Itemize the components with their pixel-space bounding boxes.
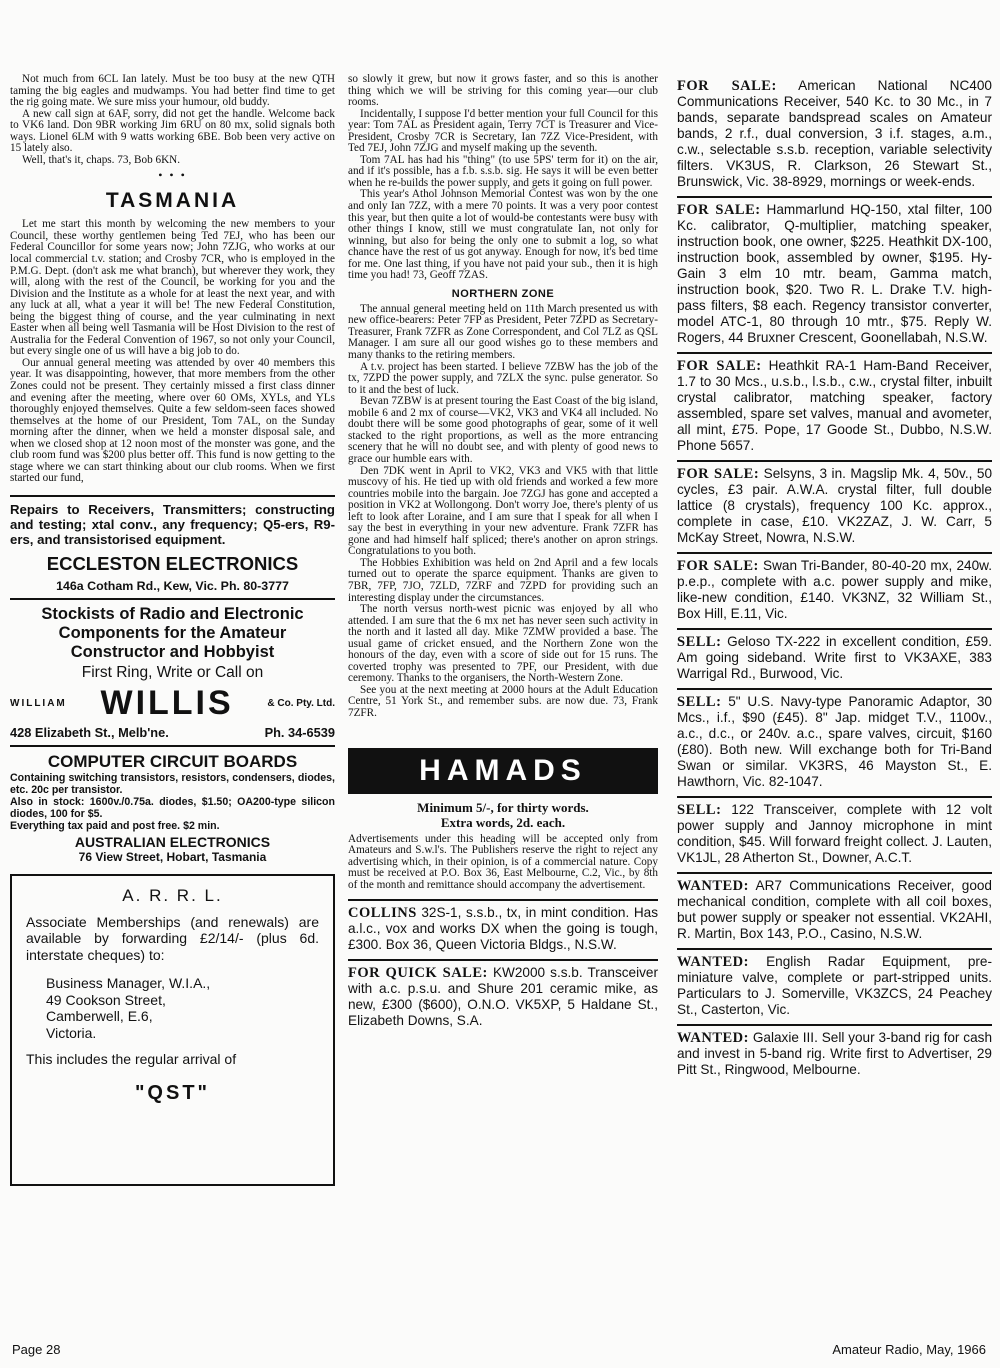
arrl-address xyxy=(46,975,319,1041)
region-heading: TASMANIA xyxy=(105,189,240,213)
ad-line: Constructor and Hobbyist xyxy=(70,642,275,661)
paragraph: A t.v. project has been started. I believe 7ZBW has the job of the tx, 7ZPD the power supply, and 7ZLX the sync. pulse generator. So to it and the best of luck. xyxy=(348,360,658,396)
column-middle xyxy=(348,74,658,1035)
classified-ad xyxy=(677,688,992,796)
paragraph: Incidentally, I suppose I'd better mention your full Council for this year: Tom 7AL as President again, Terry 7CT is Treasurer and Vice-President, Crosby 7CR is Secretary, Ian 7ZZ Vice-President, with Ted 7EJ, John 7ZJG and myself making up the seventh. xyxy=(348,107,658,155)
ad-address: 76 View Street, Hobart, Tasmania xyxy=(78,849,267,864)
classified-heading: SELL: xyxy=(677,802,722,818)
classified-heading: WANTED: xyxy=(677,878,749,894)
divider xyxy=(10,745,335,747)
paragraph: Not much from 6CL Ian lately. Must be too busy at the new QTH taming the big eagles and mudwamps. You had better find time to get the rig going mate. We sure miss your humour, old buddy. xyxy=(10,73,335,109)
classified-heading: WANTED: xyxy=(677,954,749,970)
classified-heading: FOR SALE: xyxy=(677,78,777,94)
classified-heading: FOR SALE: xyxy=(677,202,761,218)
phone-text: Ph. 34-6539 xyxy=(264,724,335,740)
paragraph: The annual general meeting held on 11th March presented us with new office-bearers: Peter 7FP as President, Peter 7ZPD as Secretary-Treasurer, Frank 7ZFR as Zone Correspondent, and Col 7LZ as QSL Manager. I am sure all our good wishes go to these members and many thanks to the retiring members. xyxy=(348,302,658,362)
classified-heading: SELL: xyxy=(677,694,722,710)
zone-heading: NORTHERN ZONE xyxy=(451,287,555,300)
classified-heading: SELL: xyxy=(677,634,722,650)
paragraph: This year's Athol Johnson Memorial Contest was won by the one and only Ian 7ZZ, with a mere 70 points. It was a very poor contest this year, but then quite a lot of would-be contestants were busy with other things I know, still we must congratulate Ian, not only for winning, but also for being the only one to submit a log, so what chance have the rest of us got anyway. Enough for now, it's bed time for me. One last thing, if you have not paid your sub., then it is high time you had! 73, Geoff 7ZAS. xyxy=(348,188,658,282)
section-separator: • • • xyxy=(158,168,187,183)
eccleston-ad xyxy=(10,502,335,593)
classified-text: Heathkit RA-1 Ham-Band Receiver, 1.7 to 30 Mcs., u.s.b., l.s.b., c.w., crystal filter, inbuilt crystal calibrator, matching speaker, factory assembled, spare set valves, manual and avometer, all mint, £75. Pope, 17 Goode St., Dubbo, N.S.W. Phone 5657. xyxy=(677,358,992,453)
address-text: 428 Elizabeth St., Melb'ne. xyxy=(10,724,169,740)
ad-line: First Ring, Write or Call on xyxy=(81,663,264,681)
qst-title: "QST" xyxy=(134,1081,211,1104)
classified-text: 5" U.S. Navy-type Panoramic Adaptor, 30 Mcs., i.f., $90 (£45). 8" Jap. midget T.V., 1100v., a.c., d.c., or 240v. a.c., spare valves, circuit, $160 (£80). Both new. Will exchange both for Tri-Band Swan or similar. VK3RS, 46 Mayston St., E. Hawthorn, Vic. 82-1047. xyxy=(677,694,992,789)
classified-text: Swan Tri-Bander, 80-40-20 mx, 240w. p.e.p., complete with a.c. power supply and mike, like-new condition, £140. VK3NZ, 32 William St., Box Hill, E.11, Vic. xyxy=(677,558,992,621)
paragraph: Let me start this month by welcoming the new members to your Council, these worthy gentlemen being Ted 7EJ, who has been our Federal Councillor for some years now; John 7ZJG, who works at our local commercial t.v. station; and Crosby 7CR, who is employed in the P.M.G. Dept. (don't ask me what branch), but wherever they work, they will, along with the rest of the Council, be working for you and the Division and the Institute as a whole for at least the next year, and with any luck at all, what a year it will be! The new Federal Constitution, being the biggest thing of course, and the year culminating in next Easter when all being well Tasmania will be Host Division to the rest of Australia for the Federal Convention of 1967, so not only your Council, but every single one of us will have a big job to do. xyxy=(10,218,335,358)
paragraph: The north versus north-west picnic was enjoyed by all who attended. I am sure that the 6 mx net has never seen such activity in the north and it lasted all day. Mike 7ZMW provided a base. The usual game of cricket ensued, and the Northern Zone won the honours of the day, even with a score of side out for 15 runs. The coverted trophy was presented to 7PF, our President, with due ceremony. Thanks to the organisers, the North-Western Zone. xyxy=(348,603,658,685)
classified-heading: FOR QUICK SALE: xyxy=(348,965,488,982)
classified-text: 122 Transceiver, complete with 12 volt power supply and Jannoy microphone in mint condition, $45. Will forward freight collect. J. Lauten, VK1JL, 28 Atherton St., Downer, A.C.T. xyxy=(677,802,992,865)
ad-text: Everything tax paid and post free. $2 min. xyxy=(10,819,220,832)
ad-address xyxy=(10,725,335,740)
rate-line: Minimum 5/-, for thirty words. xyxy=(417,799,589,815)
classified-text: AR7 Communications Receiver, good mechanical condition, complete with all coil boxes, but power supply or speaker not essential. VK2AHI, R. Martin, Box 143, P.O., Casino, N.S.W. xyxy=(677,878,992,941)
classified-ad xyxy=(677,628,992,688)
classified-text: Galaxie III. Sell your 3-band rig for cash and invest in 5-band rig. Write first to Advertiser, 29 Pitt St., Ringwood, Melbourne. xyxy=(677,1030,992,1077)
classified-ad xyxy=(677,78,992,196)
classified-ad xyxy=(677,460,992,552)
classified-ad xyxy=(677,948,992,1024)
address-line: 49 Cookson Street, xyxy=(46,991,166,1008)
hamads-banner: HAMADS xyxy=(348,748,658,794)
classified-heading: FOR SALE: xyxy=(677,358,762,374)
arrl-box xyxy=(10,874,335,1186)
paragraph: Our annual general meeting was attended by over 40 members this year. It was disappointing, however, that more members from the other Zones could not be present. They certainly missed a first class dinner and evening after the meeting, where over 60 OMs, XYLs, and YLs thoroughly enjoyed themselves. Quite a few seldom-seen faces showed themselves at the home of our President, Tom 7AL, on the Sunday morning after the dinner, when we held a monster disposal sale, and when we closed shop at 12 noon most of the monster was gone, and the club room fund was $200 plus better off. This fund is now getting to the stage where we can start thinking about our club rooms. When we first started our fund, xyxy=(10,356,335,485)
column-right xyxy=(677,78,992,1084)
classified-heading: COLLINS xyxy=(348,905,417,922)
rate-line: Extra words, 2d. each. xyxy=(440,814,566,830)
ad-line: Stockists of Radio and Electronic xyxy=(41,604,304,623)
classified-ad xyxy=(677,196,992,352)
classified-text: Hammarlund HQ-150, xtal filter, 100 Kc. calibrator, Q-multiplier, matching speaker, instruction book, one owner, $225. Heathkit DX-100, instruction book, assembled by owner, $195. Hy-Gain 3 elm 10 mtr. beam, Gamma match, instruction book, $20. Two R. L. Drake T.V. high-pass filters, $8 each. Regency transistor converter, model ATC-1, 80 through 10 mtr., $75. Reply W. Rogers, 44 Bruxner Crescent, Goonellabah, N.S.W. xyxy=(677,202,992,345)
ad-line: Components for the Amateur xyxy=(58,623,287,642)
classified-ad xyxy=(677,796,992,872)
classified-text: KW2000 s.s.b. Transceiver with a.c. p.s.u. and Shure 201 ceramic mike, as new, £300 ($600), O.N.O. VK5XP, 5 Haldane St., Elizabeth Downs, S.A. xyxy=(348,965,658,1029)
willis-logo xyxy=(10,684,335,723)
ad-company-name: AUSTRALIAN ELECTRONICS xyxy=(74,833,271,850)
classified-ad xyxy=(677,552,992,628)
ad-text: Containing switching transistors, resistors, condensers, diodes, etc. 20c per transistor. xyxy=(10,771,335,796)
column-left xyxy=(10,74,335,1186)
classified-heading: FOR SALE: xyxy=(677,558,759,574)
paragraph: Tom 7AL has had his "thing" (to use 5PS' term for it) on the air, and if it's possible, has a f.b. s.s.b. sig. He says it will be even better when he re-builds the power supply, and gets it going on full power. xyxy=(348,153,658,189)
logo-brand: WILLIS xyxy=(100,683,234,722)
classified-ad xyxy=(677,872,992,948)
classified-text: American National NC400 Communications Receiver, 540 Kc. to 30 Mc., in 7 bands, separate bandspread scales on Amateur bands, 2 r.f., dual conversion, 3 i.f. stages, a.m., c.w., selectable s.s.b. reception, variable selectivity filters. VK3US, R. Clarkson, 26 Stewart St., Brunswick, Vic. 38-8929, mornings or week-ends. xyxy=(677,78,992,189)
classified-text: Selsyns, 3 in. Magslip Mk. 4, 50v., 50 cycles, £3 pair. A.W.A. crystal filter, full double lattice (8 crystals), frequency 100 Kc. approx., complete in case, £10. VK2ZAZ, J. W. Carr, 5 McKay Street, Nowra, N.S.W. xyxy=(677,466,993,545)
divider xyxy=(10,495,335,497)
classified-ad xyxy=(677,352,992,460)
willis-ad xyxy=(10,605,335,740)
logo-suffix: & Co. Pty. Ltd. xyxy=(267,697,335,709)
classified-text: Geloso TX-222 in excellent condition, £59. Am going sideband. Write first to VK3AXE, 383 Warrigal Rd., Burwood, Vic. xyxy=(677,634,992,681)
computer-boards-ad xyxy=(10,752,335,864)
classified-ad xyxy=(348,959,658,1035)
paragraph: A new call sign at 6AF, sorry, did not get the handle. Welcome back to VK6 land. Don 9BR working Jim 6RU on 80 mx, solid signals both ways. Lionel 6LM with 9 watts working 6BE. Bob been very active on 15 lately also. xyxy=(10,107,335,155)
paragraph: Den 7DK went in April to VK2, VK3 and VK5 with that little muscovy of his. He tied up with old friends and worked a few more countries mobile into the bargain. Joe 7ZGJ has gone and accepted a position in VK2 at Wollongong. Don't worry Joe, there's plenty of us left to look after Loraine, and I am sure that I speak for all when I say the best in everything in your new adventure. Frank 7ZFR has gone and had himself half spliced; there's another on apron strings. Congratulations to you both. xyxy=(348,464,658,558)
arrl-text: This includes the regular arrival of xyxy=(26,1051,237,1068)
ad-address: 146a Cotham Rd., Kew, Vic. Ph. 80-3777 xyxy=(56,578,289,593)
address-line: Business Manager, W.I.A., xyxy=(46,975,211,992)
ad-text: Repairs to Receivers, Transmitters; constructing and testing; xtal conv., any frequency; Q5-ers, R9-ers, and transistorised equipment. xyxy=(10,501,335,547)
address-line: Victoria. xyxy=(46,1024,97,1041)
classified-heading: FOR SALE: xyxy=(677,466,760,482)
paragraph: so slowly it grew, but now it grows faster, and so this is another thing which we will be striving for this coming year—our club rooms. xyxy=(348,73,658,109)
paragraph: Well, that's it, chaps. 73, Bob 6KN. xyxy=(22,153,181,166)
classified-text: English Radar Equipment, pre-miniature valve, complete or part-stripped units. Particulars to J. Somerville, VK3ZCS, 24 Peachey St., Casterton, Vic. xyxy=(677,954,992,1017)
arrl-title: A. R. R. L. xyxy=(122,885,223,905)
publication-footer: Amateur Radio, May, 1966 xyxy=(832,1342,986,1357)
classified-text: 32S-1, s.s.b., tx, in mint condition. Has a.l.c., vox and works DX when the going is tough, £300. Box 36, Queen Victoria Bldgs., N.S.W. xyxy=(348,905,658,953)
paragraph: See you at the next meeting at 2000 hours at the Adult Education Centre, 51 York St., and remember subs. are now due. 73, Frank 7ZFR. xyxy=(348,683,658,719)
hamads-conditions: Advertisements under this heading will be accepted only from Amateurs and S.w.l's. The Publishers reserve the right to reject any advertising which, in their opinion, is of a commercial nature. Copy must be received at P.O. Box 36, East Melbourne, C.2, Vic., by 8th of the month and remittance should accompany the advertisement. xyxy=(348,832,658,891)
paragraph: Bevan 7ZBW is at present touring the East Coast of the big island, mobile 6 and 2 mx of course—VK2, VK3 and VK4 all included. No doubt there will be some good photographs of gear, some of it well stacked to the right proportions, as well as the more entrancing scenery that he will no doubt see, and with plenty of good news to grace our humble ears with. xyxy=(348,395,658,465)
hamads-rates xyxy=(348,800,658,830)
classified-heading: WANTED: xyxy=(677,1030,749,1046)
classified-ad xyxy=(348,899,658,959)
classified-ad xyxy=(677,1024,992,1084)
ad-company-name: ECCLESTON ELECTRONICS xyxy=(46,552,299,574)
ad-text: Also in stock: 1600v./0.75a. diodes, $1.50; OA200-type silicon diodes, 100 for $5. xyxy=(10,795,335,820)
ad-title: COMPUTER CIRCUIT BOARDS xyxy=(47,751,298,771)
divider xyxy=(10,598,335,600)
paragraph: The Hobbies Exhibition was held on 2nd April and a few locals turned out to operate the sparce equipment. Thanks are given to 7BR, 7FP, 7JO, 7ZLD, 7ZRF and 7ZPD for providing such an interesting display under the circumstances. xyxy=(348,556,658,604)
address-line: Camberwell, E.6, xyxy=(46,1008,153,1025)
logo-prefix: WILLIAM xyxy=(10,697,67,709)
page-number: Page 28 xyxy=(12,1342,61,1357)
arrl-text: Associate Memberships (and renewals) are available by forwarding £2/14/- (plus 6d. interstate cheques) to: xyxy=(26,913,319,963)
